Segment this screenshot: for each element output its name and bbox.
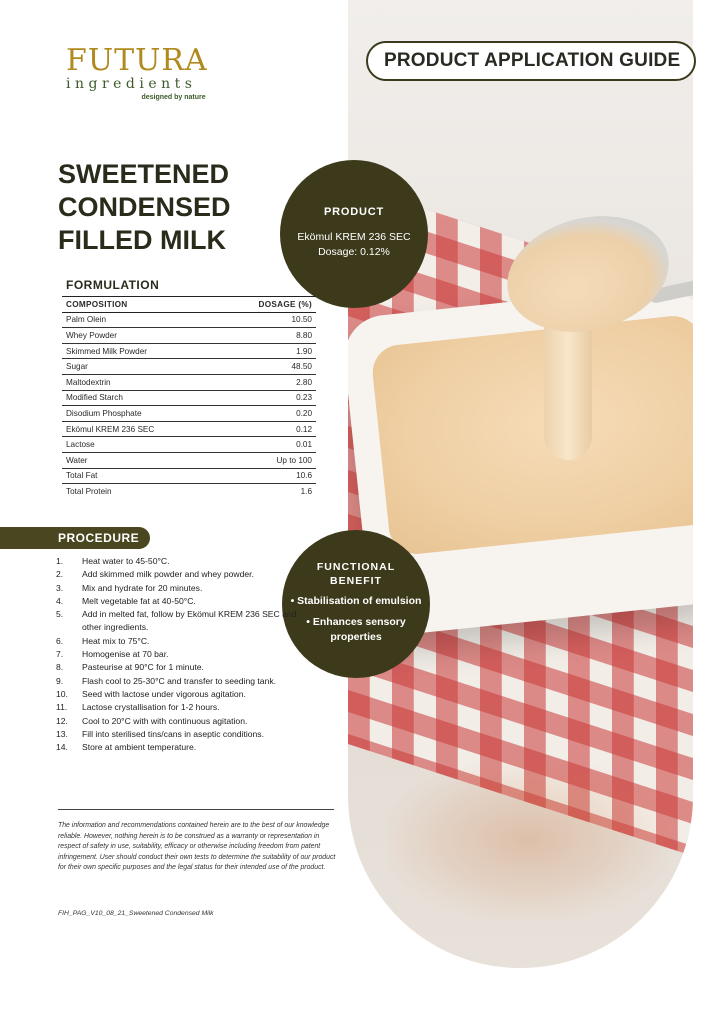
- formulation-table: [62, 296, 316, 499]
- cell-ingredient: Maltodextrin: [62, 374, 217, 390]
- list-item: [56, 568, 306, 581]
- product-label: PRODUCT: [324, 206, 384, 218]
- page-title: [58, 158, 231, 257]
- cell-ingredient: Disodium Phosphate: [62, 406, 217, 422]
- divider: [58, 809, 334, 810]
- column-composition: COMPOSITION: [62, 297, 217, 313]
- list-item: [56, 582, 306, 595]
- list-item: [56, 715, 346, 728]
- cell-ingredient: Modified Starch: [62, 390, 217, 406]
- step-number: 5.: [56, 609, 64, 620]
- cell-dosage: 8.80: [217, 328, 316, 344]
- table-row: [62, 328, 316, 344]
- cell-dosage: 0.01: [217, 437, 316, 453]
- table-row: [62, 312, 316, 328]
- cell-dosage: Up to 100: [217, 452, 316, 468]
- product-name: Ekömul KREM 236 SEC: [297, 231, 411, 243]
- step-text: Pasteurise at 90°C for 1 minute.: [82, 662, 204, 673]
- cell-ingredient: Sugar: [62, 359, 217, 375]
- cell-ingredient: Total Protein: [66, 486, 112, 496]
- cell-dosage: 0.20: [217, 406, 316, 422]
- cell-dosage: 10.50: [217, 312, 316, 328]
- list-item: [56, 635, 306, 648]
- cell-dosage: 1.90: [217, 343, 316, 359]
- cell-ingredient: Ekömul KREM 236 SEC: [62, 421, 217, 437]
- formulation-heading: FORMULATION: [66, 278, 160, 292]
- table-row: [62, 374, 316, 390]
- step-text: Mix and hydrate for 20 minutes.: [82, 582, 203, 593]
- cell-ingredient: Skimmed Milk Powder: [62, 343, 217, 359]
- cell-ingredient: Whey Powder: [62, 328, 217, 344]
- list-item: [56, 661, 306, 674]
- logo-brand: FUTURA: [66, 43, 208, 78]
- title-line: FILLED MILK: [58, 225, 226, 255]
- step-number: 1.: [56, 556, 64, 566]
- futura-logo: [66, 43, 208, 101]
- step-number: 2.: [56, 569, 64, 580]
- step-text: Cool to 20°C with with continuous agitation.: [82, 715, 248, 726]
- cell-ingredient: Lactose: [62, 437, 217, 453]
- step-number: 7.: [56, 649, 64, 660]
- list-item: [56, 701, 346, 714]
- list-item: [56, 608, 306, 635]
- cell-ingredient: Total Fat: [62, 468, 217, 484]
- list-item: [56, 675, 346, 688]
- functional-label-line: FUNCTIONAL: [316, 561, 396, 573]
- step-number: 9.: [56, 675, 64, 686]
- cell-dosage: 0.23: [217, 390, 316, 406]
- cell-ingredient: Palm Olein: [62, 312, 217, 328]
- step-number: 8.: [56, 662, 64, 673]
- column-dosage: DOSAGE (%): [217, 297, 316, 313]
- product-dosage: Dosage: 0.12%: [318, 246, 390, 258]
- condensed-milk: [370, 313, 693, 556]
- cell-dosage: 0.12: [217, 421, 316, 437]
- step-text: Flash cool to 25-30°C and transfer to seeding tank.: [82, 675, 277, 686]
- step-number: 6.: [56, 635, 64, 646]
- table-row: [62, 468, 316, 484]
- step-number: 4.: [56, 595, 64, 606]
- step-text: Seed with lactose under vigorous agitation.: [82, 688, 246, 699]
- step-text: Add skimmed milk powder and whey powder.: [82, 569, 254, 580]
- guide-label: PRODUCT APPLICATION GUIDE: [384, 50, 681, 71]
- cell-dosage: 48.50: [217, 359, 316, 375]
- procedure-heading: [0, 527, 150, 549]
- table-row: [62, 437, 316, 453]
- disclaimer: The information and recommendations contained herein are to the best of our knowledge reliable. However, nothing herein is to be construed as a warranty or representation in respect of safety in use, suitability, efficacy or otherwise including freedom from patent infringement. User should conduct their own tests to determine the suitability of our product for their own specific purposes and the legal status for their intended use of the product.: [58, 822, 336, 872]
- table-row: [62, 421, 316, 437]
- table-row: [62, 390, 316, 406]
- list-item: [56, 555, 306, 568]
- step-number: 11.: [56, 702, 68, 713]
- cell-dosage: 1.6: [300, 486, 312, 496]
- step-text: Heat mix to 75°C.: [82, 635, 150, 646]
- step-number: 3.: [56, 582, 64, 593]
- step-number: 13.: [56, 728, 68, 739]
- list-item: [56, 728, 346, 741]
- table-row: [62, 359, 316, 375]
- step-text: Lactose crystallisation for 1-2 hours.: [82, 702, 220, 713]
- list-item: [56, 741, 346, 754]
- product-circle: [280, 160, 428, 308]
- step-number: 10.: [56, 688, 68, 699]
- table-header-row: [62, 297, 316, 313]
- logo-sub: ingredients: [66, 76, 197, 92]
- document-code: FIH_PAG_V10_08_21_Sweetened Condensed Milk: [58, 910, 214, 917]
- table-row: [62, 406, 316, 422]
- procedure-heading-label: PROCEDURE: [58, 531, 140, 545]
- step-text: Homogenise at 70 bar.: [82, 649, 169, 660]
- product-photo: [348, 0, 693, 968]
- benefit-item: • Enhances sensory properties: [306, 616, 406, 643]
- table-row: [62, 452, 316, 468]
- title-line: CONDENSED: [58, 192, 231, 222]
- step-number: 12.: [56, 715, 68, 726]
- step-text: Store at ambient temperature.: [82, 742, 197, 753]
- step-text: Melt vegetable fat at 40-50°C.: [82, 595, 196, 606]
- list-item: [56, 688, 346, 701]
- functional-label-line: BENEFIT: [330, 575, 382, 587]
- table-row: [62, 484, 316, 499]
- procedure-list: [56, 555, 306, 754]
- step-number: 14.: [56, 742, 68, 753]
- logo-tagline: designed by nature: [141, 94, 206, 101]
- cell-dosage: 10.6: [217, 468, 316, 484]
- step-text: Heat water to 45-50°C.: [82, 556, 170, 566]
- list-item: [56, 648, 306, 661]
- step-text: Fill into sterilised tins/cans in aseptic conditions.: [82, 728, 264, 739]
- table-row: [62, 343, 316, 359]
- benefit-item: • Stabilisation of emulsion: [290, 595, 422, 607]
- title-line: SWEETENED: [58, 159, 230, 189]
- cell-ingredient: Water: [62, 452, 217, 468]
- spice-dust: [388, 760, 668, 920]
- guide-badge: [366, 41, 696, 81]
- step-text: Add in melted fat, follow by Ekömul KREM 236 SEC and other ingredients.: [82, 609, 297, 633]
- list-item: [56, 595, 306, 608]
- cell-dosage: 2.80: [217, 374, 316, 390]
